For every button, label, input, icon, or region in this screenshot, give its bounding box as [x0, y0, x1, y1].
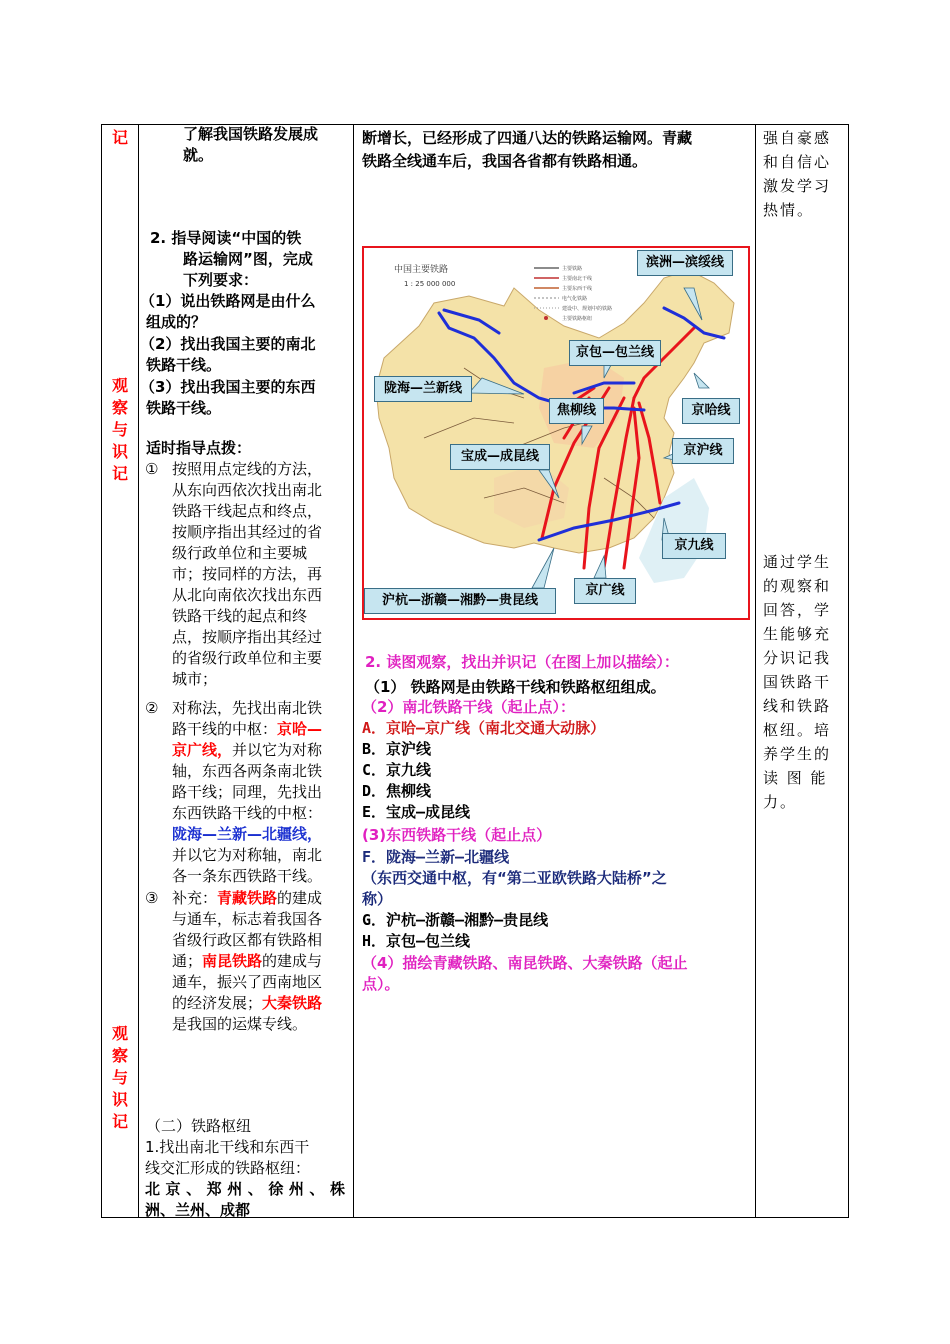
callout-binzhou: 滨洲—滨绥线 — [637, 250, 733, 276]
ew-item: H．京包—包兰线 — [362, 932, 471, 950]
draw-task: （4）描绘青藏铁路、南昆铁路、大秦铁路（起止 — [362, 954, 688, 972]
ns-item: A．京哈—京广线（南北交通大动脉） — [362, 719, 606, 737]
side-label-observe: 观 察 与 识 记 — [111, 376, 128, 483]
ew-item: F．陇海—兰新—北疆线 — [362, 848, 510, 866]
china-railway-map — [364, 248, 748, 618]
intent-text: 强自豪感 和自信心 激发学习 热情。 — [763, 129, 832, 219]
svg-text:主要东西干线: 主要东西干线 — [562, 286, 593, 292]
tip-number: ① — [145, 460, 159, 478]
tip-1: 按照用点定线的方法， 从东向西依次找出南北 铁路干线起点和终点， 按顺序指出其经过的省 级行政单位和主要城 市；按同样的方法，再 从北向南依次找出东西 铁路干线的起点和终 点，按顺序指出其经过 的省级行政单位和主要 城市； — [172, 460, 323, 688]
tip-number: ③ — [145, 889, 159, 907]
svg-text:建设中、规划中的铁路: 建设中、规划中的铁路 — [562, 306, 613, 312]
callout-jingha: 京哈线 — [682, 398, 740, 424]
ew-note: 称） — [362, 890, 393, 908]
callout-jiaoliu: 焦柳线 — [549, 398, 604, 424]
question-2: 铁路干线。 — [146, 356, 222, 374]
callout-huhang: 沪杭—浙赣—湘黔—贵昆线 — [364, 588, 556, 614]
question-3: （3）找出我国主要的东西 — [140, 378, 316, 396]
tip-2: 对称法，先找出南北铁 路干线的中枢：京哈— 京广线，并以它为对称 轴，东西各两条南北铁 路干线；同理，先找出 东西铁路干线的中枢： 陇海—兰新—北疆线， 并以它为对称轴，南北 各一条东西铁路干线。 — [172, 699, 323, 885]
callout-jingbao: 京包—包兰线 — [569, 340, 661, 366]
ns-item: E．宝成—成昆线 — [362, 803, 471, 821]
question-2: （2）找出我国主要的南北 — [140, 335, 316, 353]
task-heading: 下列要求： — [183, 271, 259, 289]
question-1: 组成的？ — [146, 313, 207, 331]
callout-jingguang: 京广线 — [574, 578, 636, 604]
intro-text: 铁路全线通车后，我国各省都有铁路相通。 — [362, 152, 648, 170]
tip-3: 补充：青藏铁路的建成 与通车，标志着我国各 省级行政区都有铁路相 通；南昆铁路的建成与 通车，振兴了西南地区 的经济发展；大秦铁路 是我国的运煤专线。 — [172, 889, 323, 1033]
ns-title: （2）南北铁路干线（起止点）： — [362, 698, 575, 716]
hub-question: 1.找出南北干线和东西干 — [145, 1138, 310, 1156]
intro-text: 断增长，已经形成了四通八达的铁路运输网。青藏 — [362, 129, 693, 147]
svg-text:电气化铁路: 电气化铁路 — [562, 296, 588, 302]
svg-text:主要铁路枢纽: 主要铁路枢纽 — [562, 316, 593, 322]
hub-question: 线交汇形成的铁路枢纽： — [145, 1159, 311, 1177]
svg-text:主要铁路: 主要铁路 — [562, 266, 583, 272]
tips-title: 适时指导点拨： — [146, 439, 252, 457]
observe-item-1: （1） 铁路网是由铁路干线和铁路枢纽组成。 — [365, 678, 666, 696]
hub-title: （二）铁路枢纽 — [146, 1117, 252, 1135]
task-heading: 2. 指导阅读“中国的铁 — [150, 229, 302, 247]
intro-line: 了解我国铁路发展成 — [183, 125, 319, 143]
callout-jingjiu: 京九线 — [662, 533, 726, 559]
hub-answer: 洲、兰州、成都 — [145, 1201, 251, 1219]
railway-map — [362, 246, 750, 620]
ew-item: G．沪杭—浙赣—湘黔—贵昆线 — [362, 911, 549, 929]
map-title: 中国主要铁路 — [394, 265, 449, 275]
intent-text: 通过学生 的观察和 回答，学 生能够充 分识记我 国铁路干 线和铁路 枢纽。培 养学生的 读 图 能 力。 — [763, 553, 832, 811]
column-divider — [353, 125, 354, 1217]
observe-title: 2. 读图观察，找出并识记（在图上加以描绘）： — [365, 653, 679, 671]
ns-item: B．京沪线 — [362, 740, 432, 758]
intro-line: 就。 — [183, 146, 214, 164]
ew-title: (3)东西铁路干线（起止点） — [362, 826, 552, 844]
map-legend — [534, 265, 612, 322]
task-heading: 路运输网”图，完成 — [183, 250, 313, 268]
ew-note: （东西交通中枢，有“第二亚欧铁路大陆桥”之 — [362, 869, 667, 887]
draw-task: 点）。 — [362, 975, 400, 993]
question-1: （1）说出铁路网是由什么 — [140, 292, 316, 310]
callout-baocheng: 宝成—成昆线 — [450, 444, 550, 470]
column-divider — [138, 125, 139, 1217]
hub-answer: 北京、郑州、徐州、株 — [145, 1180, 345, 1198]
map-scale: 1 : 25 000 000 — [404, 280, 456, 288]
ns-item: C．京九线 — [362, 761, 432, 779]
ns-item: D．焦柳线 — [362, 782, 432, 800]
column-divider — [755, 125, 756, 1217]
side-label-top: 记 — [111, 128, 128, 147]
question-3: 铁路干线。 — [146, 399, 222, 417]
tip-number: ② — [145, 699, 159, 717]
svg-text:主要南北干线: 主要南北干线 — [562, 276, 593, 282]
callout-jinghu: 京沪线 — [672, 438, 734, 464]
side-label-observe: 观 察 与 识 记 — [111, 1024, 128, 1131]
callout-longhai: 陇海—兰新线 — [374, 376, 472, 402]
